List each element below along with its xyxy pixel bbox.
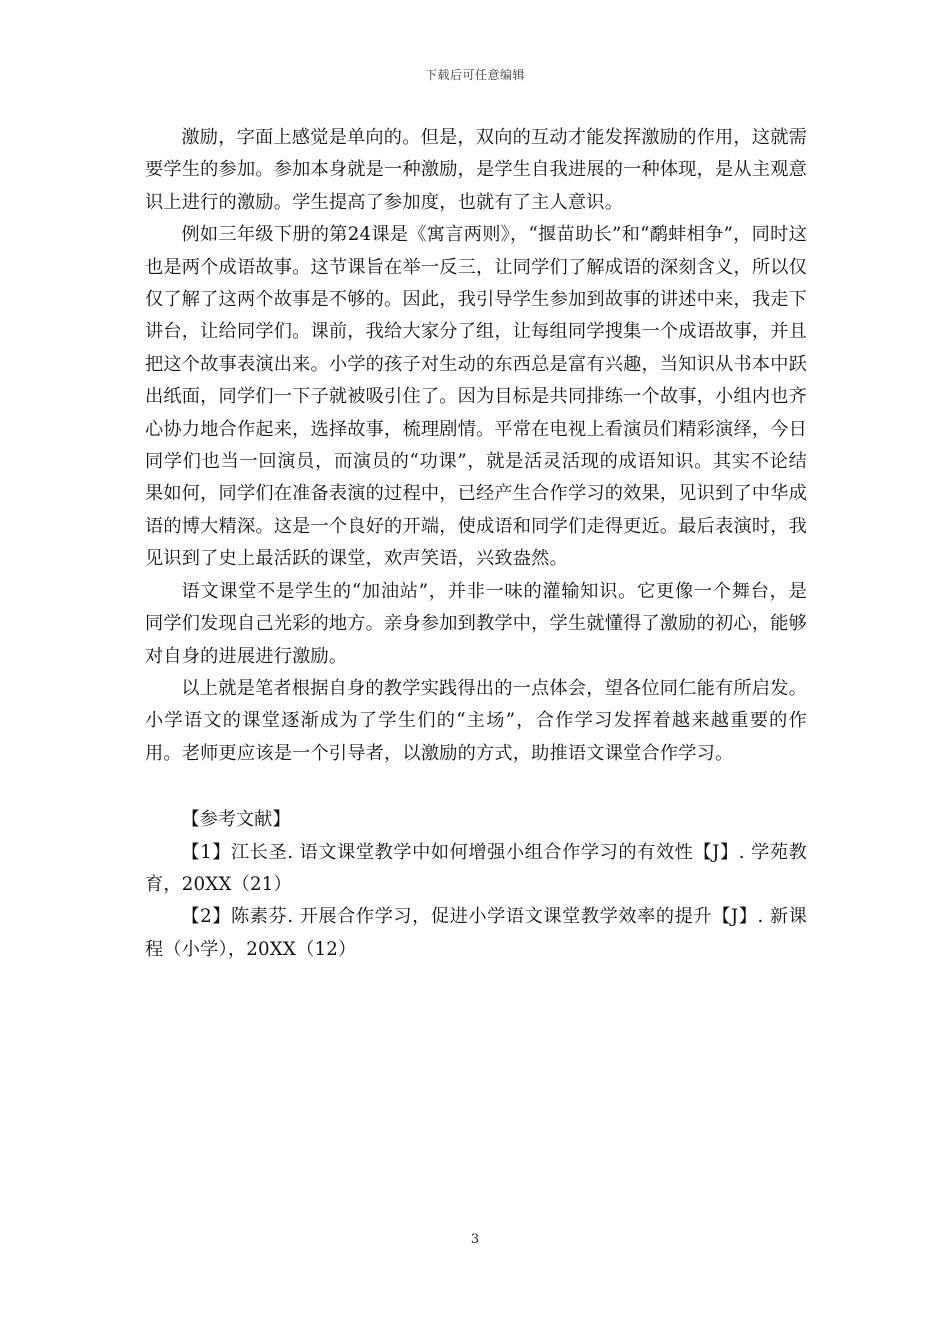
references-section (145, 804, 807, 966)
reference-item: 【1】江长圣. 语文课堂教学中如何增强小组合作学习的有效性【J】. 学苑教育，20XX（21） (145, 841, 807, 895)
document-body (145, 122, 807, 966)
paragraph: 激励，字面上感觉是单向的。但是，双向的互动才能发挥激励的作用，这就需要学生的参加。参加本身就是一种激励，是学生自我进展的一种体现，是从主观意识上进行的激励。学生提高了参加度，也就有了主人意识。 (145, 127, 807, 213)
page-header: 下载后可任意编辑 (424, 68, 525, 82)
paragraph: 以上就是笔者根据自身的教学实践得出的一点体会，望各位同仁能有所启发。小学语文的课堂逐渐成为了学生们的“主场”，合作学习发挥着越来越重要的作用。老师更应该是一个引导者，以激励的方式，助推语文课堂合作学习。 (145, 677, 807, 764)
references-heading: 【参考文献】 (181, 809, 291, 831)
reference-item: 【2】陈素芬. 开展合作学习，促进小学语文课堂教学效率的提升【J】. 新课程（小学），20XX（12） (145, 906, 807, 960)
page-number: 3 (470, 1232, 480, 1247)
paragraph: 例如三年级下册的第24课是《寓言两则》，“揠苗助长”和“鹬蚌相争”，同时这也是两个成语故事。这节课旨在举一反三，让同学们了解成语的深刻含义，所以仅仅了解了这两个故事是不够的。因此，我引导学生参加到故事的讲述中来，我走下讲台，让给同学们。课前，我给大家分了组，让每组同学搜集一个成语故事，并且把这个故事表演出来。小学的孩子对生动的东西总是富有兴趣，当知识从书本中跃出纸面，同学们一下子就被吸引住了。因为目标是共同排练一个故事，小组内也齐心协力地合作起来，选择故事，梳理剧情。平常在电视上看演员们精彩演绎，今日同学们也当一回演员，而演员的“功课”，就是活灵活现的成语知识。其实不论结果如何，同学们在准备表演的过程中，已经产生合作学习的效果，见识到了中华成语的博大精深。这是一个良好的开端，使成语和同学们走得更近。最后表演时，我见识到了史上最活跃的课堂，欢声笑语，兴致盎然。 (145, 224, 807, 570)
paragraph: 语文课堂不是学生的“加油站”，并非一味的灌输知识。它更像一个舞台，是同学们发现自己光彩的地方。亲身参加到教学中，学生就懂得了激励的初心，能够对自身的进展进行激励。 (145, 580, 807, 667)
